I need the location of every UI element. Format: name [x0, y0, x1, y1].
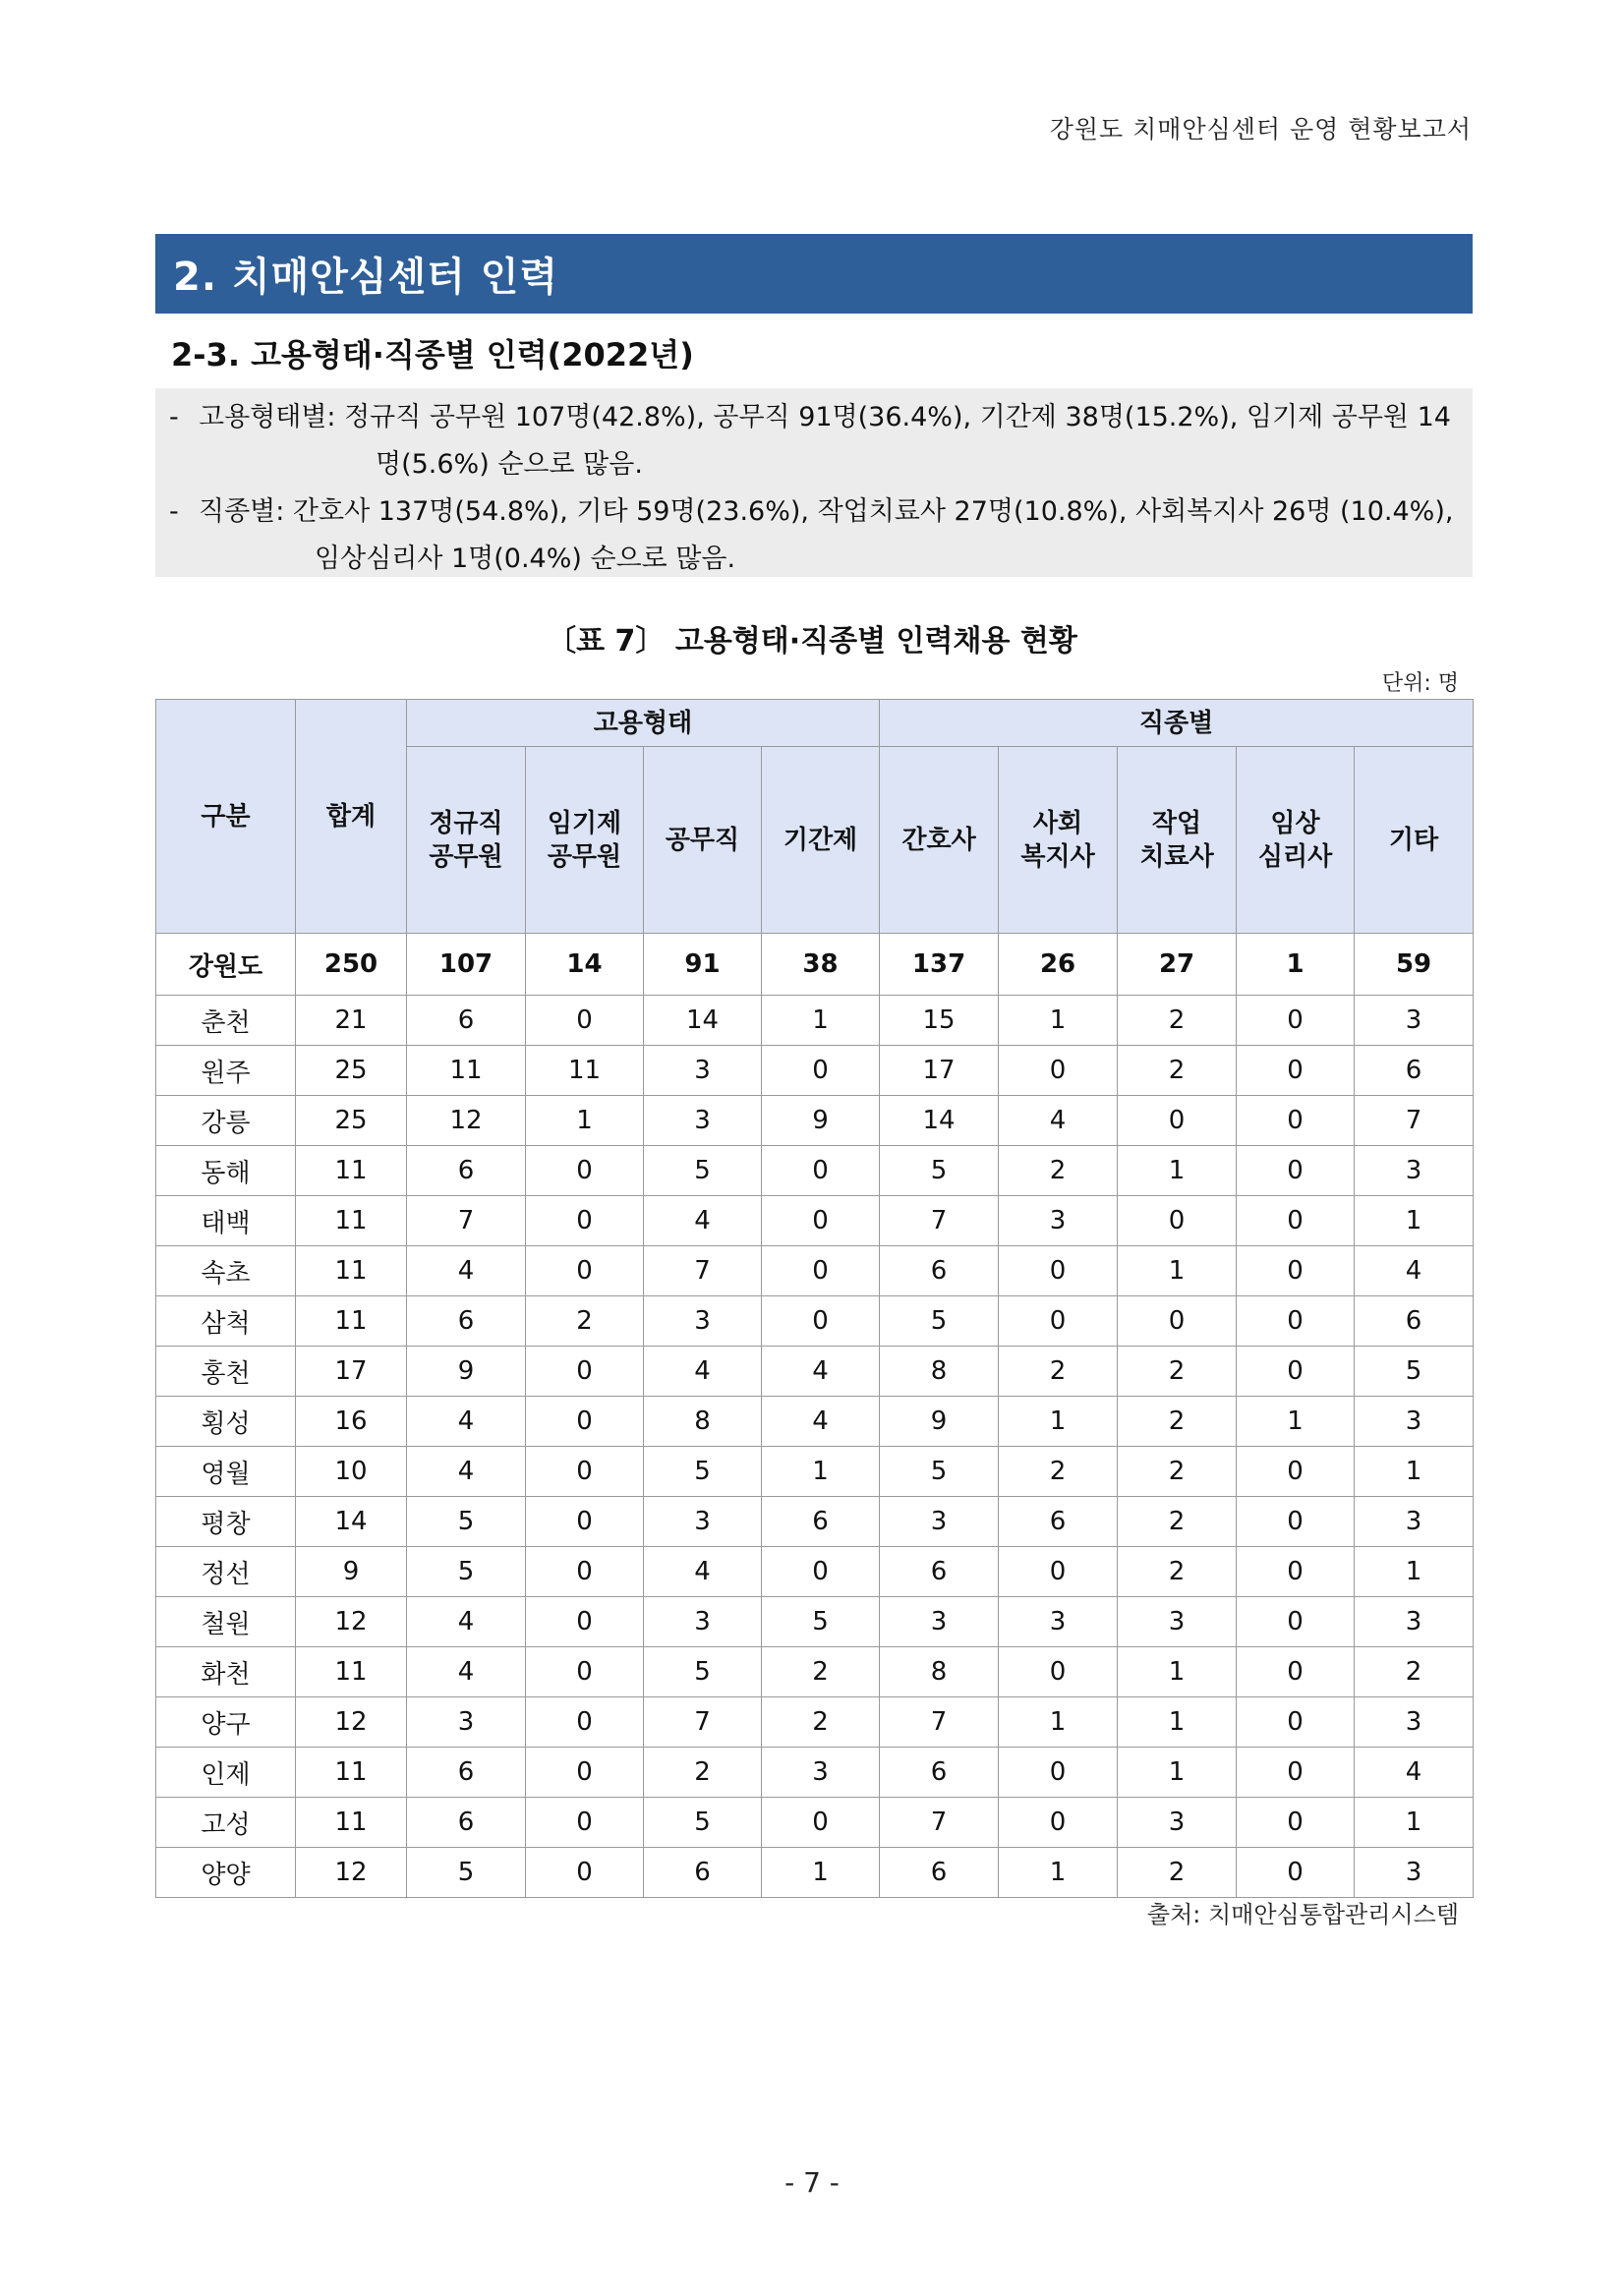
value-cell: 3 [880, 1597, 999, 1647]
value-cell: 6 [1355, 1046, 1474, 1096]
value-cell: 1 [999, 1848, 1118, 1898]
value-cell: 2 [1118, 996, 1237, 1046]
page-number: - 7 - [784, 2166, 840, 2199]
value-cell: 3 [1355, 1697, 1474, 1748]
region-cell: 속초 [156, 1246, 296, 1296]
value-cell: 14 [644, 996, 762, 1046]
value-cell: 3 [407, 1697, 526, 1748]
value-cell: 2 [762, 1647, 880, 1697]
value-cell: 9 [296, 1547, 407, 1597]
value-cell: 5 [880, 1296, 999, 1347]
value-cell: 2 [999, 1146, 1118, 1196]
value-cell: 1 [999, 1697, 1118, 1748]
value-cell: 250 [296, 934, 407, 996]
value-cell: 1 [1237, 1397, 1355, 1447]
col-header-regular-official: 정규직 공무원 [407, 747, 526, 934]
value-cell: 4 [762, 1397, 880, 1447]
region-cell: 횡성 [156, 1397, 296, 1447]
summary-employment-text: 고용형태별: 정규직 공무원 107명(42.8%), 공무직 91명(36.4%), 기간제 38명(15.2%), 임기제 공무원 14명(5.6%) 순으로 많음. [199, 402, 1451, 480]
value-cell: 4 [407, 1397, 526, 1447]
region-cell: 화천 [156, 1647, 296, 1697]
value-cell: 4 [644, 1347, 762, 1397]
value-cell: 0 [526, 1196, 644, 1246]
value-cell: 2 [1118, 1397, 1237, 1447]
region-cell: 원주 [156, 1046, 296, 1096]
table-row [156, 1497, 1474, 1547]
value-cell: 7 [880, 1697, 999, 1748]
value-cell: 1 [762, 1447, 880, 1497]
value-cell: 3 [644, 1296, 762, 1347]
value-cell: 3 [1118, 1597, 1237, 1647]
value-cell: 0 [999, 1748, 1118, 1798]
value-cell: 11 [296, 1146, 407, 1196]
value-cell: 4 [644, 1196, 762, 1246]
table-row [156, 1697, 1474, 1748]
value-cell: 0 [1237, 1046, 1355, 1096]
value-cell: 0 [999, 1647, 1118, 1697]
value-cell: 5 [644, 1647, 762, 1697]
region-cell: 양양 [156, 1848, 296, 1898]
region-cell: 인제 [156, 1748, 296, 1798]
col-header-clinical-psychologist: 임상 심리사 [1237, 747, 1355, 934]
bullet-dash: - [169, 496, 179, 527]
value-cell: 2 [999, 1347, 1118, 1397]
value-cell: 0 [1237, 1497, 1355, 1547]
value-cell: 17 [880, 1046, 999, 1096]
value-cell: 0 [526, 1697, 644, 1748]
col-header-fixed-term-official: 임기제 공무원 [526, 747, 644, 934]
value-cell: 4 [407, 1447, 526, 1497]
value-cell: 10 [296, 1447, 407, 1497]
value-cell: 11 [296, 1296, 407, 1347]
value-cell: 0 [1237, 1146, 1355, 1196]
value-cell: 1 [1355, 1547, 1474, 1597]
table-group-header-row [156, 700, 1474, 747]
value-cell: 0 [1237, 996, 1355, 1046]
value-cell: 1 [999, 996, 1118, 1046]
region-cell: 철원 [156, 1597, 296, 1647]
value-cell: 1 [1355, 1447, 1474, 1497]
value-cell: 6 [407, 1146, 526, 1196]
value-cell: 3 [644, 1597, 762, 1647]
value-cell: 6 [999, 1497, 1118, 1547]
value-cell: 107 [407, 934, 526, 996]
value-cell: 0 [1237, 1347, 1355, 1397]
table-row [156, 1597, 1474, 1647]
table-row [156, 1246, 1474, 1296]
value-cell: 0 [1237, 1848, 1355, 1898]
table-row [156, 1096, 1474, 1146]
value-cell: 14 [526, 934, 644, 996]
value-cell: 5 [407, 1497, 526, 1547]
value-cell: 8 [880, 1647, 999, 1697]
summary-box [155, 388, 1473, 577]
col-header-nurse: 간호사 [880, 747, 999, 934]
value-cell: 0 [1237, 1196, 1355, 1246]
value-cell: 11 [296, 1798, 407, 1848]
table-row [156, 1397, 1474, 1447]
value-cell: 3 [1355, 1848, 1474, 1898]
col-header-region: 구분 [156, 700, 296, 934]
value-cell: 0 [1237, 1096, 1355, 1146]
value-cell: 5 [762, 1597, 880, 1647]
value-cell: 2 [1118, 1547, 1237, 1597]
value-cell: 38 [762, 934, 880, 996]
col-header-total: 합계 [296, 700, 407, 934]
value-cell: 5 [880, 1146, 999, 1196]
region-cell: 춘천 [156, 996, 296, 1046]
table-total-row [156, 934, 1474, 996]
table-body [156, 934, 1474, 1898]
value-cell: 11 [296, 1748, 407, 1798]
value-cell: 0 [762, 1196, 880, 1246]
value-cell: 0 [526, 996, 644, 1046]
value-cell: 2 [762, 1697, 880, 1748]
value-cell: 0 [526, 1347, 644, 1397]
value-cell: 5 [644, 1798, 762, 1848]
value-cell: 2 [1355, 1647, 1474, 1697]
value-cell: 1 [762, 1848, 880, 1898]
value-cell: 0 [999, 1046, 1118, 1096]
value-cell: 11 [296, 1196, 407, 1246]
table-row [156, 1798, 1474, 1848]
value-cell: 0 [1118, 1096, 1237, 1146]
value-cell: 0 [762, 1547, 880, 1597]
region-cell: 동해 [156, 1146, 296, 1196]
region-cell: 강원도 [156, 934, 296, 996]
summary-employment-line [169, 394, 1461, 488]
value-cell: 0 [1237, 1647, 1355, 1697]
value-cell: 9 [880, 1397, 999, 1447]
value-cell: 4 [1355, 1246, 1474, 1296]
value-cell: 3 [1355, 996, 1474, 1046]
value-cell: 3 [644, 1096, 762, 1146]
value-cell: 6 [880, 1246, 999, 1296]
summary-occupation-text: 직종별: 간호사 137명(54.8%), 기타 59명(23.6%), 작업치료사 27명(10.8%), 사회복지사 26명 (10.4%), 임상심리사 1명(0.4%) 순으로 많음. [199, 496, 1454, 574]
section-title-banner: 2. 치매안심센터 인력 [155, 234, 1473, 314]
value-cell: 0 [526, 1798, 644, 1848]
value-cell: 5 [407, 1848, 526, 1898]
value-cell: 0 [999, 1246, 1118, 1296]
value-cell: 5 [407, 1547, 526, 1597]
value-cell: 0 [526, 1246, 644, 1296]
value-cell: 1 [1118, 1647, 1237, 1697]
value-cell: 0 [526, 1397, 644, 1447]
table-row [156, 1296, 1474, 1347]
value-cell: 4 [407, 1597, 526, 1647]
value-cell: 2 [644, 1748, 762, 1798]
value-cell: 0 [999, 1798, 1118, 1848]
value-cell: 12 [407, 1096, 526, 1146]
value-cell: 1 [526, 1096, 644, 1146]
table-row [156, 1146, 1474, 1196]
staffing-table [155, 699, 1474, 1898]
value-cell: 6 [1355, 1296, 1474, 1347]
value-cell: 7 [880, 1196, 999, 1246]
value-cell: 0 [999, 1547, 1118, 1597]
value-cell: 17 [296, 1347, 407, 1397]
region-cell: 고성 [156, 1798, 296, 1848]
value-cell: 0 [762, 1798, 880, 1848]
value-cell: 6 [407, 996, 526, 1046]
value-cell: 3 [1118, 1798, 1237, 1848]
table-caption: 〔표 7〕 고용형태·직종별 인력채용 현황 [547, 624, 1077, 659]
value-cell: 3 [1355, 1497, 1474, 1547]
value-cell: 12 [296, 1697, 407, 1748]
value-cell: 0 [1237, 1597, 1355, 1647]
value-cell: 2 [1118, 1347, 1237, 1397]
region-cell: 정선 [156, 1547, 296, 1597]
region-cell: 영월 [156, 1447, 296, 1497]
group-header-employment: 고용형태 [407, 700, 880, 747]
value-cell: 0 [1237, 1296, 1355, 1347]
value-cell: 3 [999, 1597, 1118, 1647]
value-cell: 5 [1355, 1347, 1474, 1397]
value-cell: 3 [1355, 1146, 1474, 1196]
value-cell: 6 [644, 1848, 762, 1898]
value-cell: 1 [762, 996, 880, 1046]
value-cell: 3 [1355, 1597, 1474, 1647]
value-cell: 12 [296, 1848, 407, 1898]
value-cell: 0 [1237, 1447, 1355, 1497]
value-cell: 0 [1237, 1748, 1355, 1798]
unit-note: 단위: 명 [1381, 671, 1459, 696]
value-cell: 137 [880, 934, 999, 996]
value-cell: 1 [999, 1397, 1118, 1447]
value-cell: 5 [880, 1447, 999, 1497]
value-cell: 3 [762, 1748, 880, 1798]
summary-occupation-line [169, 488, 1461, 583]
value-cell: 7 [880, 1798, 999, 1848]
value-cell: 1 [1355, 1196, 1474, 1246]
value-cell: 9 [407, 1347, 526, 1397]
value-cell: 0 [526, 1547, 644, 1597]
value-cell: 0 [762, 1246, 880, 1296]
value-cell: 27 [1118, 934, 1237, 996]
value-cell: 6 [880, 1547, 999, 1597]
value-cell: 7 [1355, 1096, 1474, 1146]
value-cell: 25 [296, 1096, 407, 1146]
value-cell: 4 [999, 1096, 1118, 1146]
value-cell: 14 [880, 1096, 999, 1146]
value-cell: 5 [644, 1447, 762, 1497]
value-cell: 8 [880, 1347, 999, 1397]
table-row [156, 1647, 1474, 1697]
value-cell: 2 [526, 1296, 644, 1347]
value-cell: 14 [296, 1497, 407, 1547]
region-cell: 태백 [156, 1196, 296, 1246]
value-cell: 3 [644, 1046, 762, 1096]
col-header-contract: 기간제 [762, 747, 880, 934]
value-cell: 2 [999, 1447, 1118, 1497]
value-cell: 6 [880, 1748, 999, 1798]
value-cell: 1 [1118, 1246, 1237, 1296]
value-cell: 0 [1237, 1798, 1355, 1848]
source-note: 출처: 치매안심통합관리시스템 [1146, 1901, 1459, 1928]
value-cell: 1 [1118, 1748, 1237, 1798]
value-cell: 0 [526, 1647, 644, 1697]
value-cell: 3 [1355, 1397, 1474, 1447]
value-cell: 0 [526, 1146, 644, 1196]
table-row [156, 1848, 1474, 1898]
value-cell: 0 [1118, 1296, 1237, 1347]
value-cell: 1 [1118, 1146, 1237, 1196]
value-cell: 0 [762, 1296, 880, 1347]
value-cell: 0 [526, 1447, 644, 1497]
value-cell: 8 [644, 1397, 762, 1447]
value-cell: 0 [526, 1597, 644, 1647]
value-cell: 6 [407, 1798, 526, 1848]
running-header: 강원도 치매안심센터 운영 현황보고서 [1049, 115, 1472, 144]
value-cell: 59 [1355, 934, 1474, 996]
bullet-dash: - [169, 402, 179, 432]
value-cell: 6 [407, 1296, 526, 1347]
value-cell: 91 [644, 934, 762, 996]
value-cell: 4 [407, 1647, 526, 1697]
value-cell: 9 [762, 1096, 880, 1146]
value-cell: 5 [644, 1146, 762, 1196]
value-cell: 7 [644, 1697, 762, 1748]
value-cell: 0 [762, 1146, 880, 1196]
value-cell: 4 [762, 1347, 880, 1397]
value-cell: 7 [644, 1246, 762, 1296]
value-cell: 1 [1237, 934, 1355, 996]
table-row [156, 1447, 1474, 1497]
value-cell: 26 [999, 934, 1118, 996]
value-cell: 0 [1237, 1697, 1355, 1748]
col-header-social-worker: 사회 복지사 [999, 747, 1118, 934]
value-cell: 25 [296, 1046, 407, 1096]
value-cell: 0 [999, 1296, 1118, 1347]
region-cell: 홍천 [156, 1347, 296, 1397]
value-cell: 4 [407, 1246, 526, 1296]
value-cell: 4 [1355, 1748, 1474, 1798]
value-cell: 2 [1118, 1497, 1237, 1547]
value-cell: 0 [762, 1046, 880, 1096]
region-cell: 양구 [156, 1697, 296, 1748]
value-cell: 11 [526, 1046, 644, 1096]
table-row [156, 1046, 1474, 1096]
value-cell: 2 [1118, 1848, 1237, 1898]
table-row [156, 996, 1474, 1046]
value-cell: 2 [1118, 1046, 1237, 1096]
value-cell: 1 [1355, 1798, 1474, 1848]
value-cell: 11 [407, 1046, 526, 1096]
region-cell: 삼척 [156, 1296, 296, 1347]
value-cell: 0 [526, 1848, 644, 1898]
value-cell: 12 [296, 1597, 407, 1647]
value-cell: 3 [880, 1497, 999, 1547]
value-cell: 0 [526, 1497, 644, 1547]
value-cell: 0 [1237, 1246, 1355, 1296]
group-header-occupation: 직종별 [880, 700, 1474, 747]
value-cell: 6 [880, 1848, 999, 1898]
value-cell: 2 [1118, 1447, 1237, 1497]
subsection-title: 2-3. 고용형태·직종별 인력(2022년) [171, 336, 694, 373]
col-header-other: 기타 [1355, 747, 1474, 934]
value-cell: 4 [644, 1547, 762, 1597]
value-cell: 11 [296, 1246, 407, 1296]
value-cell: 0 [526, 1748, 644, 1798]
value-cell: 3 [999, 1196, 1118, 1246]
value-cell: 15 [880, 996, 999, 1046]
col-header-occupational-therapist: 작업 치료사 [1118, 747, 1237, 934]
region-cell: 강릉 [156, 1096, 296, 1146]
table-row [156, 1347, 1474, 1397]
value-cell: 21 [296, 996, 407, 1046]
value-cell: 6 [407, 1748, 526, 1798]
value-cell: 16 [296, 1397, 407, 1447]
col-header-public-service: 공무직 [644, 747, 762, 934]
table-row [156, 1547, 1474, 1597]
value-cell: 11 [296, 1647, 407, 1697]
value-cell: 3 [644, 1497, 762, 1547]
table-row [156, 1196, 1474, 1246]
value-cell: 6 [762, 1497, 880, 1547]
value-cell: 1 [1118, 1697, 1237, 1748]
region-cell: 평창 [156, 1497, 296, 1547]
table-row [156, 1748, 1474, 1798]
value-cell: 0 [1118, 1196, 1237, 1246]
value-cell: 0 [1237, 1547, 1355, 1597]
value-cell: 7 [407, 1196, 526, 1246]
